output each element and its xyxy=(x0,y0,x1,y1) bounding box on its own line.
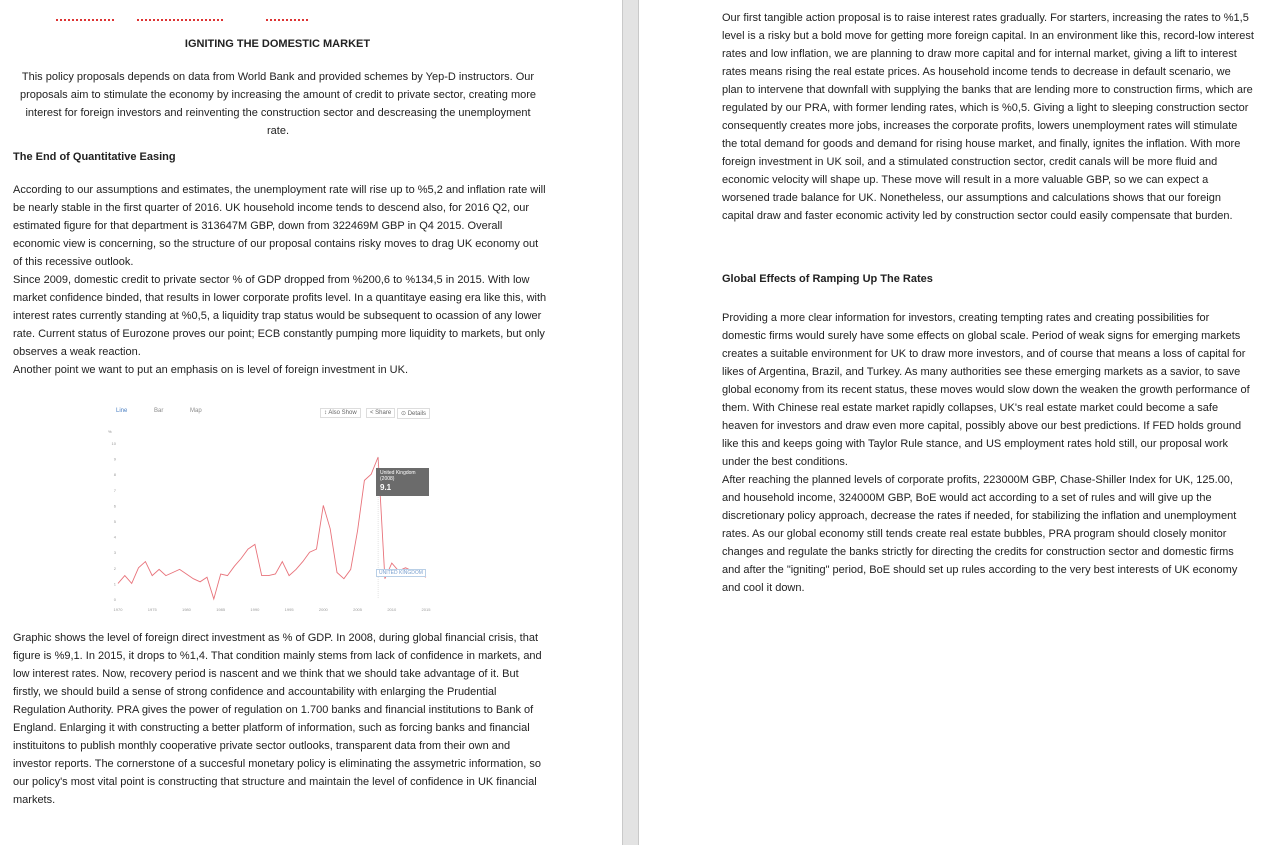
data-point xyxy=(391,563,392,564)
y-tick-label: 10 xyxy=(111,441,116,446)
data-point xyxy=(323,505,324,506)
section-heading-global: Global Effects of Ramping Up The Rates xyxy=(722,273,933,285)
paragraph[interactable]: After reaching the planned levels of corporate profits, 223000M GBP, Chase-Shiller Index for UK, 125.00, and household income, 324000M GBP, BoE would act according to a set of rules and will give up the discretionary policy approach, decrease the rates if needed, for stabilizing the inflation and unemployment rates. As our global economy still tends create real estate bubbles, PRA program should closely monitor changes and regulate the banks strictly for directing the credits for construction sector and domestic firms and after the "igniting" period, BoE should set up rules according to the very best interests of UK economy and cool it down. xyxy=(722,474,1238,594)
data-point xyxy=(124,575,125,576)
section-heading-qe: The End of Quantitative Easing xyxy=(13,151,176,163)
data-point xyxy=(118,583,119,584)
y-tick-label: 9 xyxy=(113,456,116,462)
share-label: Share xyxy=(375,410,392,416)
x-tick-label: 1990 xyxy=(250,607,260,612)
tab-bar[interactable]: Bar xyxy=(154,408,164,414)
also-show-button[interactable]: ↕ Also Show xyxy=(320,408,361,418)
data-point xyxy=(186,574,187,575)
paragraph[interactable]: Another point we want to put an emphasis on is level of foreign investment in UK. xyxy=(13,364,408,376)
y-tick-label: 0 xyxy=(113,597,116,602)
y-tick-label: 3 xyxy=(113,550,116,556)
y-tick-label: 5 xyxy=(113,519,116,524)
data-point xyxy=(179,569,180,570)
tooltip-value: 9.1 xyxy=(380,483,392,492)
x-tick-label: 2000 xyxy=(318,607,328,612)
y-tick-label: 2 xyxy=(113,565,116,571)
data-point xyxy=(316,549,317,550)
x-tick-label: 1980 xyxy=(181,607,191,612)
spellcheck-squiggle xyxy=(56,16,114,21)
data-point xyxy=(357,530,358,531)
data-point xyxy=(241,558,242,559)
paragraph[interactable]: Providing a more clear information for investors, creating tempting rates and creating possibilities for domestic firms would surely have some effects on global scale. Period of weak signs for emerging markets creates a suitable environment for UK to draw more investors, and of course that means a loss of capital for likes of Argentina, Brazil, and Turkey. As many authorities see these emerging markets as a savior, to save global economy from its recent status, these moves would slow down the weaken the growth performance of them. With Chinese real estate market rapidly collapses, UK's real estate market could become a safe heaven for investors and draw even more capital, possibly above our best predictions. If FED holds ground like this and keeps going with Taylor Rule stance, and US employment rates hold still, our proposal work under the best conditions. xyxy=(722,312,1250,468)
data-point xyxy=(227,575,228,576)
x-tick-label: 1975 xyxy=(147,607,157,612)
x-tick-label: 1985 xyxy=(216,607,226,612)
y-tick-label: 8 xyxy=(113,472,116,478)
data-point xyxy=(200,581,201,582)
data-point xyxy=(268,575,269,576)
data-point xyxy=(234,566,235,567)
section-body-qe[interactable] xyxy=(13,181,548,379)
data-point xyxy=(145,561,146,562)
data-point xyxy=(213,599,214,600)
intro-paragraph[interactable]: This policy proposals depends on data from World Bank and provided schemes by Yep-D instructors. Our proposals aim to stimulate the economy by increasing the amount of credit to private sector, creating more interest for foreign investors and reinventing the construction sector and descreasing the unemployment rate. xyxy=(19,71,537,137)
data-point xyxy=(371,474,372,475)
data-point xyxy=(220,574,221,575)
data-point xyxy=(152,575,153,576)
data-point xyxy=(350,569,351,570)
x-tick-label: 2010 xyxy=(387,607,397,612)
data-point xyxy=(302,561,303,562)
also-show-label: Also Show xyxy=(328,410,357,416)
share-button[interactable]: < Share xyxy=(366,408,395,418)
data-point xyxy=(165,575,166,576)
data-point xyxy=(248,549,249,550)
x-tick-label: 2005 xyxy=(353,607,363,612)
spellcheck-squiggle xyxy=(137,16,223,21)
page-gutter xyxy=(622,0,639,845)
x-tick-label: 1995 xyxy=(284,607,294,612)
fdi-chart-image xyxy=(104,403,434,619)
y-tick-label: 1 xyxy=(113,581,116,587)
data-point xyxy=(384,578,385,579)
line-chart xyxy=(104,403,434,619)
data-point xyxy=(159,569,160,570)
tooltip-country: United Kingdom xyxy=(380,470,416,476)
data-point xyxy=(254,544,255,545)
data-point xyxy=(343,578,344,579)
y-axis-label: % xyxy=(108,429,112,434)
section-body-fdi[interactable]: Graphic shows the level of foreign direct investment as % of GDP. In 2008, during global financial crisis, that figure is %9,1. In 2015, it drops to %1,4. That condition mainly stems from lack of confidence in markets, and low interest rates. Now, recovery period is nascent and we think that we should take advantage of it. But firstly, we should build a sense of strong confidence and accountability with enlarging the Prudential Regulation Authority. PRA gives the power of regulation on 1.700 banks and financial institutions to Bank of England. Enlarging it with constructing a better platform of information, such as forcing banks and financial instituitons to publish monthly cooperative private sector outlooks, transparent data from their own and investor reports. The cornerstone of a succesful monetary policy is eliminating the assymetric information, so our policy's most vital point is constructing that structure and maintain the level of confidence in UK financial markets. xyxy=(13,632,542,806)
data-point xyxy=(131,583,132,584)
y-tick-label: 6 xyxy=(113,503,116,509)
paragraph[interactable]: Since 2009, domestic credit to private sector % of GDP dropped from %200,6 to %134,5 in 2015. With low market confidence binded, that results in lower corporate profits level. In a quantitaye easing era like this, with interest rates currently standing at %0,5, a liquidity trap status would be subsequent to ocassion of any lower rate. Current status of Eurozone proves our point; ECB constantly pumping more liquidity to markets, but only observes a weak reaction. xyxy=(13,274,547,358)
data-point xyxy=(289,575,290,576)
data-point xyxy=(261,575,262,576)
paragraph-rates[interactable]: Our first tangible action proposal is to raise interest rates gradually. For starters, increasing the rates to %1,5 level is a risky but a bold move for getting more foreign capital. In an environment like this, record-low interest rates and low inflation, we are planning to draw more capital and for internal market, giving a lift to interest rates means rising the real estate prices. As household income tends to decrease in default scenario, we plan to intervene that downfall with supplying the banks that are lending more to construction firms, which are regulated by our PRA, with former lending rates, which is %0,5. Giving a light to sleeping construction sector consequently creates more jobs, increases the corporate profits, lowers unemployment rates will stimulate the total demand for goods and demand for rising house market, and finally, ignites the inflation. With more foreign investment in UK soil, and a stimulated construction sector, credit canals will be more fluid and economic velocity will shape up. These move will result in a more valuable GBP, so we can expect a worsened trade balance for UK. Nonetheless, our assumptions and calculations shows that our foreign capital draw and faster economic activity led by construction sector could easily compensate that burden. xyxy=(722,12,1254,222)
data-point xyxy=(138,567,139,568)
series-label: UNITED KINGDOM xyxy=(376,569,426,577)
details-label: Details xyxy=(407,411,427,417)
details-button[interactable]: ⊙ Details xyxy=(397,408,430,419)
data-point xyxy=(206,577,207,578)
document-title: IGNITING THE DOMESTIC MARKET xyxy=(184,38,371,50)
document-page-right xyxy=(639,0,1279,845)
y-tick-label: 4 xyxy=(113,534,116,540)
data-point xyxy=(172,572,173,573)
data-point xyxy=(364,480,365,481)
data-point xyxy=(295,569,296,570)
tab-map[interactable]: Map xyxy=(190,408,202,414)
data-point xyxy=(337,572,338,573)
data-point xyxy=(282,561,283,562)
y-tick-label: 7 xyxy=(113,487,116,493)
chart-tooltip xyxy=(376,468,429,496)
data-point xyxy=(193,578,194,579)
data-point xyxy=(275,574,276,575)
tooltip-year: (2008) xyxy=(380,476,395,482)
data-point xyxy=(330,528,331,529)
data-point xyxy=(309,552,310,553)
x-tick-label: 1970 xyxy=(113,607,123,612)
document-page-left xyxy=(0,0,622,845)
x-tick-label: 2015 xyxy=(421,607,431,612)
paragraph[interactable]: According to our assumptions and estimates, the unemployment rate will rise up to %5,2 and inflation rate will be nearly stable in the first quarter of 2016. UK household income tends to descend also, for 2016 Q2, our estimated figure for that department is 313647M GBP, down from 322469M GBP in Q4 2015. Overall economic view is concerning, so the structure of our proposal contains risky moves to drag UK economy out of this recessive outlook. xyxy=(13,184,546,268)
spellcheck-squiggle xyxy=(266,16,308,21)
section-body-global[interactable] xyxy=(722,309,1254,597)
tab-line[interactable]: Line xyxy=(116,408,128,414)
